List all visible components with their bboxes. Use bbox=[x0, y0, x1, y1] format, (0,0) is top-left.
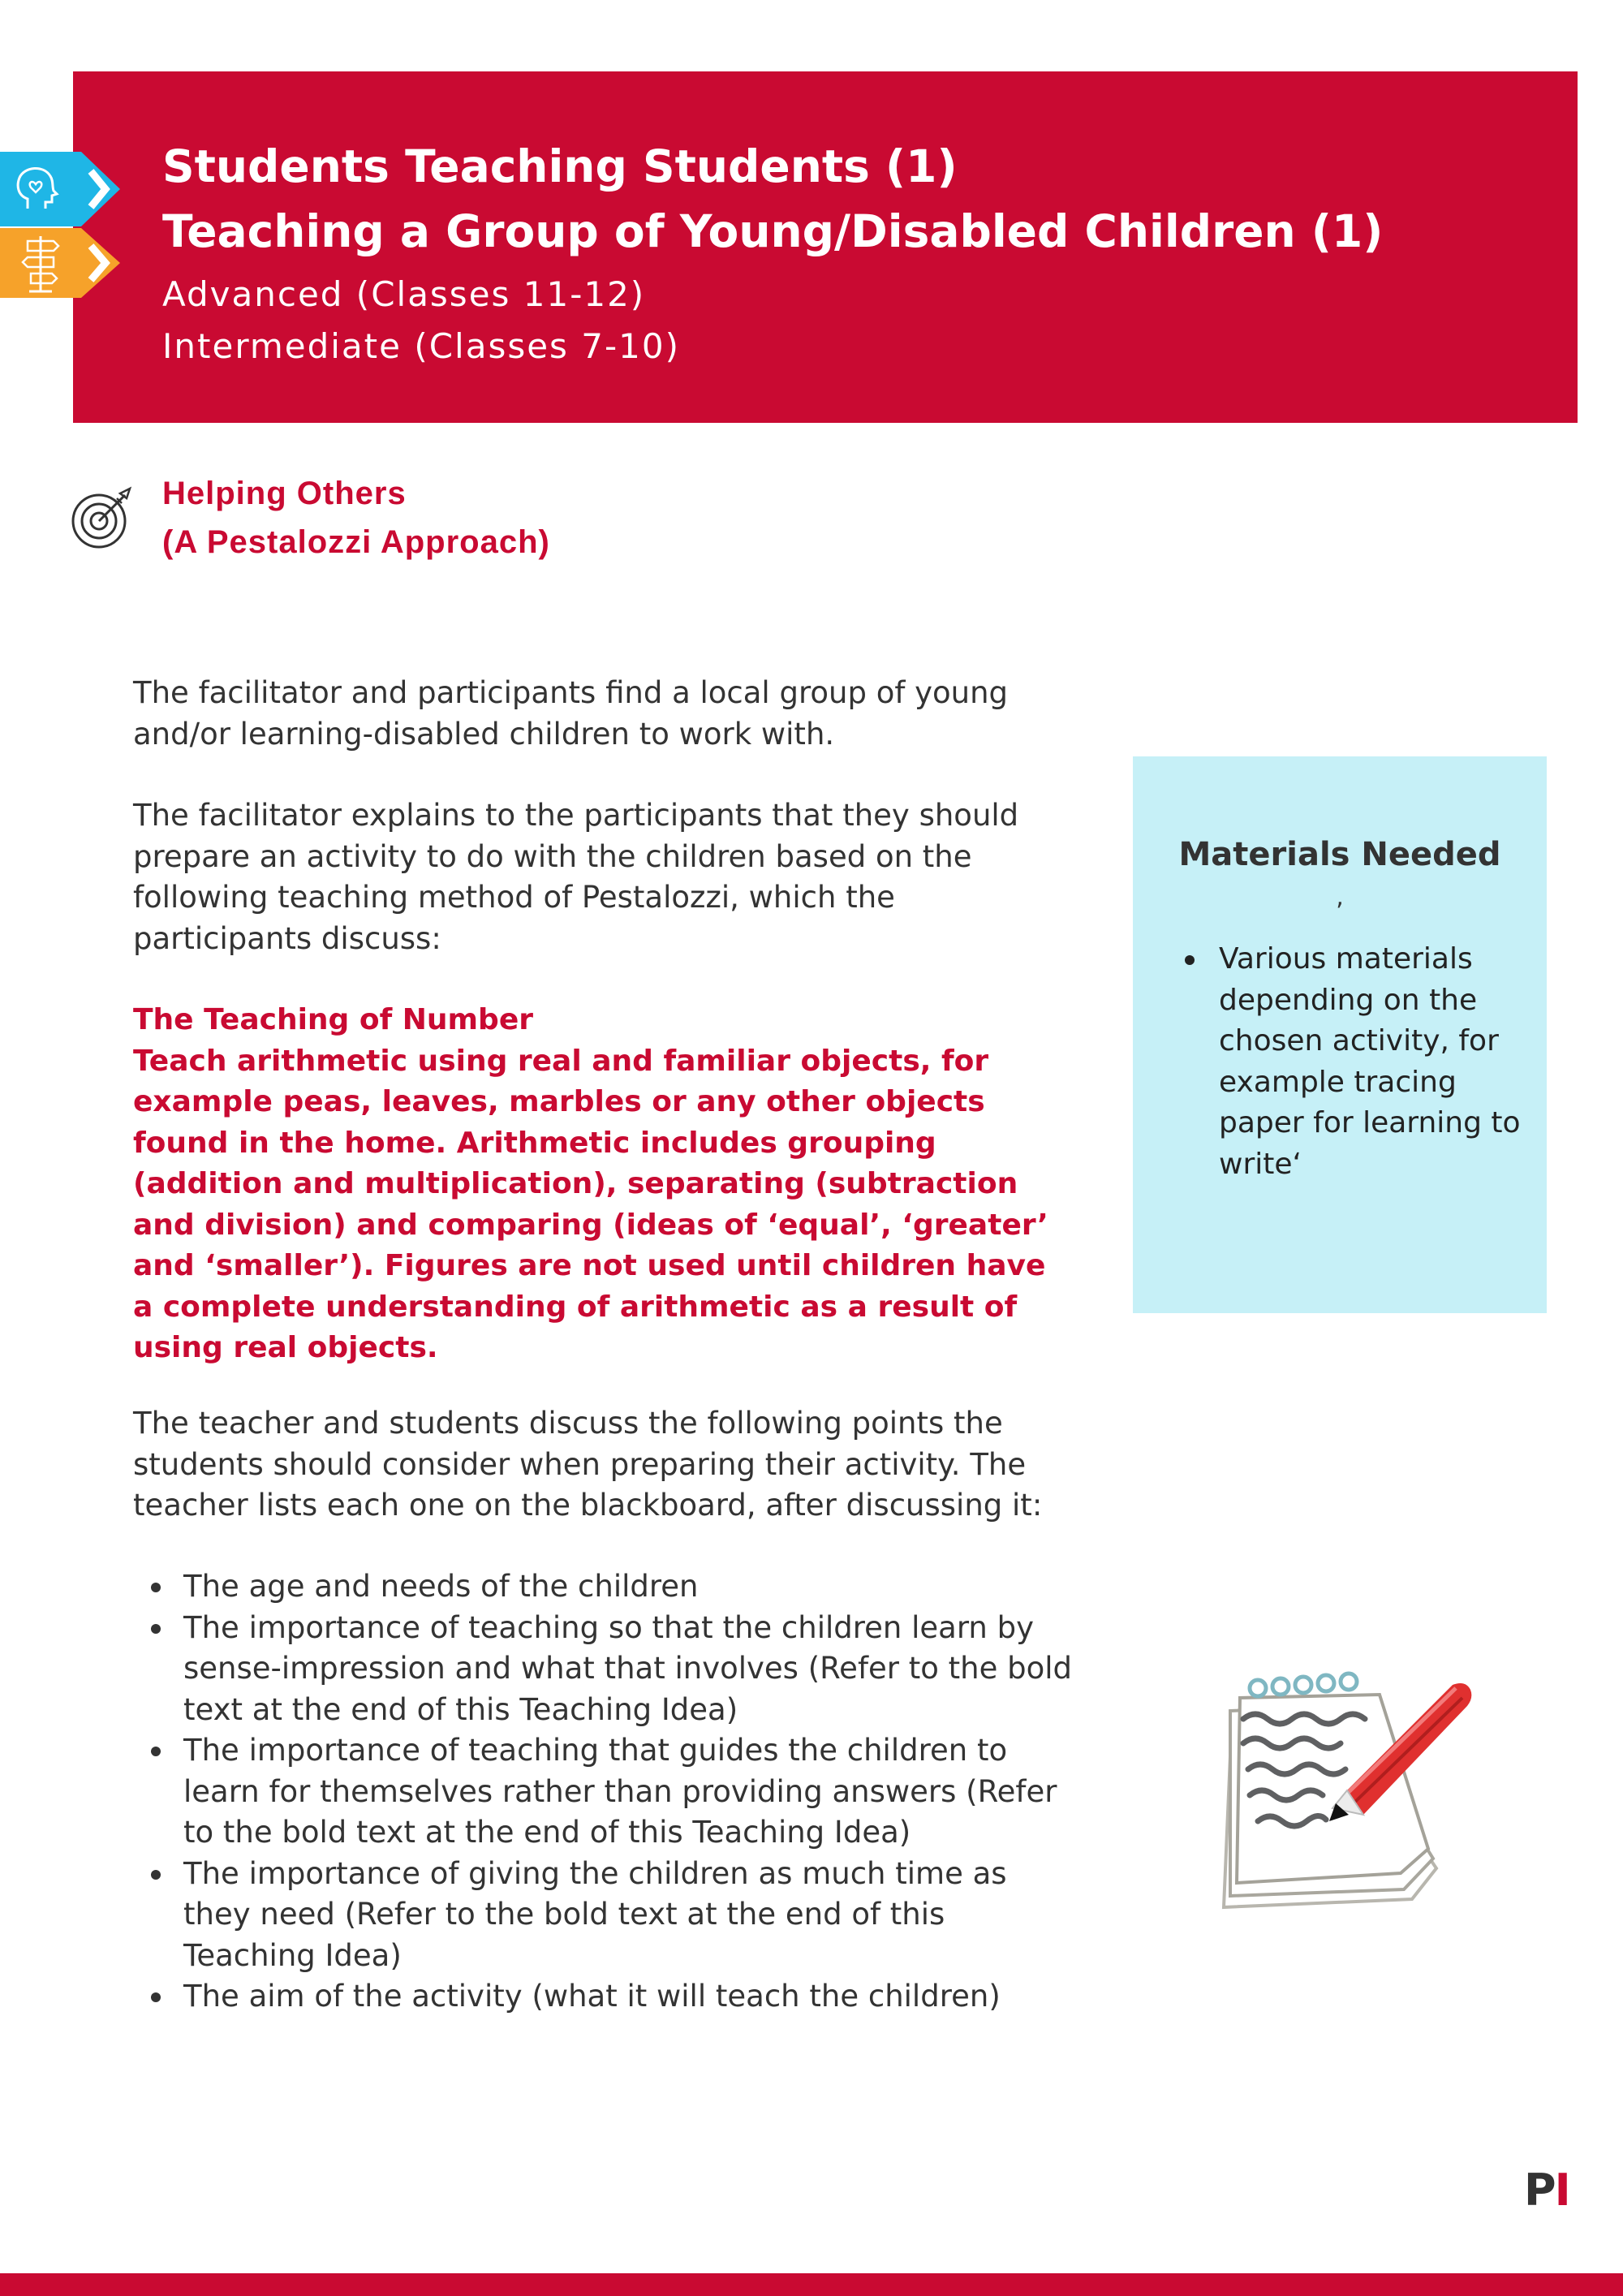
materials-list bbox=[1185, 939, 1542, 1185]
head-heart-icon bbox=[0, 152, 122, 226]
page-subtitle: Teaching a Group of Young/Disabled Children (1) bbox=[162, 205, 1384, 257]
considerations-list bbox=[133, 1566, 1083, 2018]
list-item: The aim of the activity (what it will teach the children) bbox=[133, 1976, 1083, 2018]
pi-logo bbox=[1524, 2165, 1569, 2216]
signpost-icon bbox=[0, 228, 122, 298]
footer-bar bbox=[0, 2273, 1623, 2296]
notepad-pencil-icon bbox=[1209, 1656, 1485, 1932]
logo-letter-i: I bbox=[1554, 2165, 1569, 2216]
head-heart-tab bbox=[0, 152, 122, 225]
explanation-paragraph: The facilitator explains to the participants that they should prepare an activity to do with the children based on the following teaching method of Pestalozzi, which the participants discuss: bbox=[133, 798, 1019, 956]
section-heading-line2: (A Pestalozzi Approach) bbox=[162, 524, 550, 560]
logo-letter-p: P bbox=[1524, 2165, 1555, 2216]
method-text: Teach arithmetic using real and familiar objects, for example peas, leaves, marbles or any other objects found in the home. Arithmetic includes grouping (addition and multiplication), separating (subtraction and division) and comparing (ideas of ‘equal’, ‘greater’ and ‘smaller’). Figures are not used until children have a complete understanding of arithmetic as a result of using real objects. bbox=[133, 1044, 1048, 1364]
level-intermediate: Intermediate (Classes 7-10) bbox=[162, 326, 680, 366]
signpost-tab bbox=[0, 228, 122, 301]
list-item: The age and needs of the children bbox=[133, 1566, 1083, 1608]
list-item: The importance of teaching that guides the children to learn for themselves rather than providing answers (Refer to the bold text at the end of this Teaching Idea) bbox=[133, 1730, 1083, 1854]
list-item: The importance of teaching so that the children learn by sense-impression and what that involves (Refer to the bold text at the end of this Teaching Idea) bbox=[133, 1608, 1083, 1731]
level-advanced: Advanced (Classes 11-12) bbox=[162, 274, 646, 314]
page-title: Students Teaching Students (1) bbox=[162, 140, 958, 192]
materials-item: Various materials depending on the chosen activity, for example tracing paper for learning to write‘ bbox=[1185, 939, 1542, 1185]
teaching-method bbox=[133, 1000, 1066, 1369]
list-item: The importance of giving the children as much time as they need (Refer to the bold text at the end of this Teaching Idea) bbox=[133, 1854, 1083, 1977]
section-heading-line1: Helping Others bbox=[162, 476, 407, 511]
materials-title: Materials Needed bbox=[1178, 836, 1501, 873]
intro-paragraph: The facilitator and participants find a local group of young and/or learning-disabled children to work with. bbox=[133, 675, 1009, 752]
discussion-paragraph: The teacher and students discuss the following points the students should consider when preparing their activity. The teacher lists each one on the blackboard, after discussing it: bbox=[133, 1406, 1043, 1523]
target-icon bbox=[70, 485, 135, 550]
method-heading: The Teaching of Number bbox=[133, 1003, 533, 1036]
materials-comma: , bbox=[1336, 883, 1344, 911]
section-heading bbox=[162, 469, 550, 566]
